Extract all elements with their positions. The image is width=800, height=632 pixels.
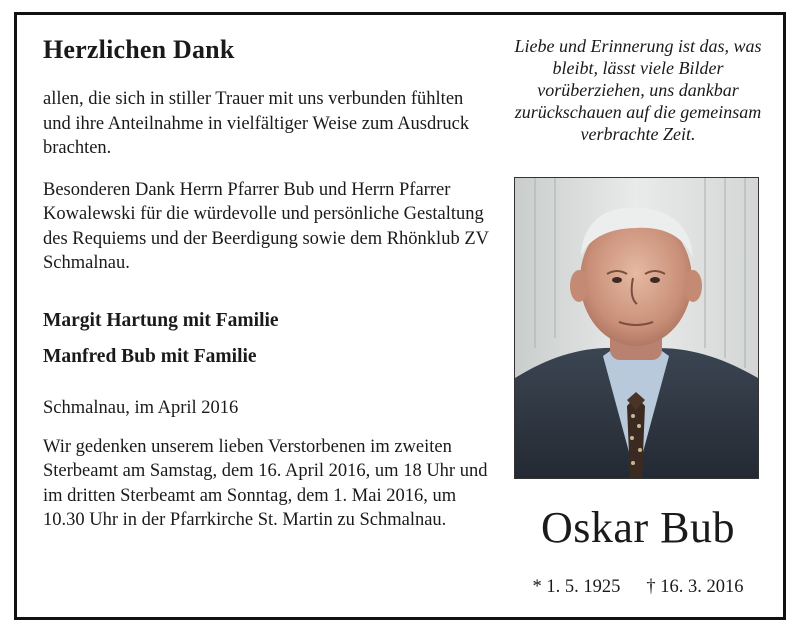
thanks-paragraph: allen, die sich in stiller Trauer mit uns verbunden fühlten und ihre Anteilnahme in vielfältiger Weise zum Ausdruck brachten. bbox=[43, 89, 470, 158]
place-date: Schmalnau, im April 2016 bbox=[43, 397, 239, 418]
special-thanks-paragraph: Besonderen Dank Herrn Pfarrer Bub und Herrn Pfarrer Kowalewski für die würdevolle und persönliche Gestaltung des Requiems und der Beerdigung sowie dem Rhönklub ZV Schmalnau. bbox=[43, 179, 489, 273]
family-list bbox=[43, 310, 493, 368]
family-name: Manfred Bub mit Familie bbox=[43, 345, 257, 367]
obituary-card bbox=[14, 12, 786, 620]
death-date: † 16. 3. 2016 bbox=[646, 577, 744, 597]
deceased-name: Oskar Bub bbox=[541, 503, 735, 552]
heading: Herzlichen Dank bbox=[43, 35, 235, 64]
life-dates bbox=[507, 577, 769, 598]
portrait-illustration bbox=[515, 178, 758, 478]
left-column bbox=[43, 35, 493, 550]
memorial-paragraph: Wir gedenken unserem lieben Verstorbenen im zweiten Sterbeamt am Samstag, dem 16. April 2016, um 18 Uhr und im dritten Sterbeamt am Sonntag, dem 1. Mai 2016, um 10.30 Uhr in der Pfarrkirche St. Martin zu Schmalnau. bbox=[43, 436, 488, 530]
right-column bbox=[507, 35, 769, 597]
birth-date: * 1. 5. 1925 bbox=[532, 577, 621, 597]
family-name: Margit Hartung mit Familie bbox=[43, 309, 279, 331]
portrait-photo bbox=[514, 177, 759, 479]
quote: Liebe und Erinnerung ist das, was bleibt, lässt viele Bilder vorüberziehen, uns dankbar zurückschauen auf die gemeinsam verbrachte Zeit. bbox=[514, 36, 762, 144]
